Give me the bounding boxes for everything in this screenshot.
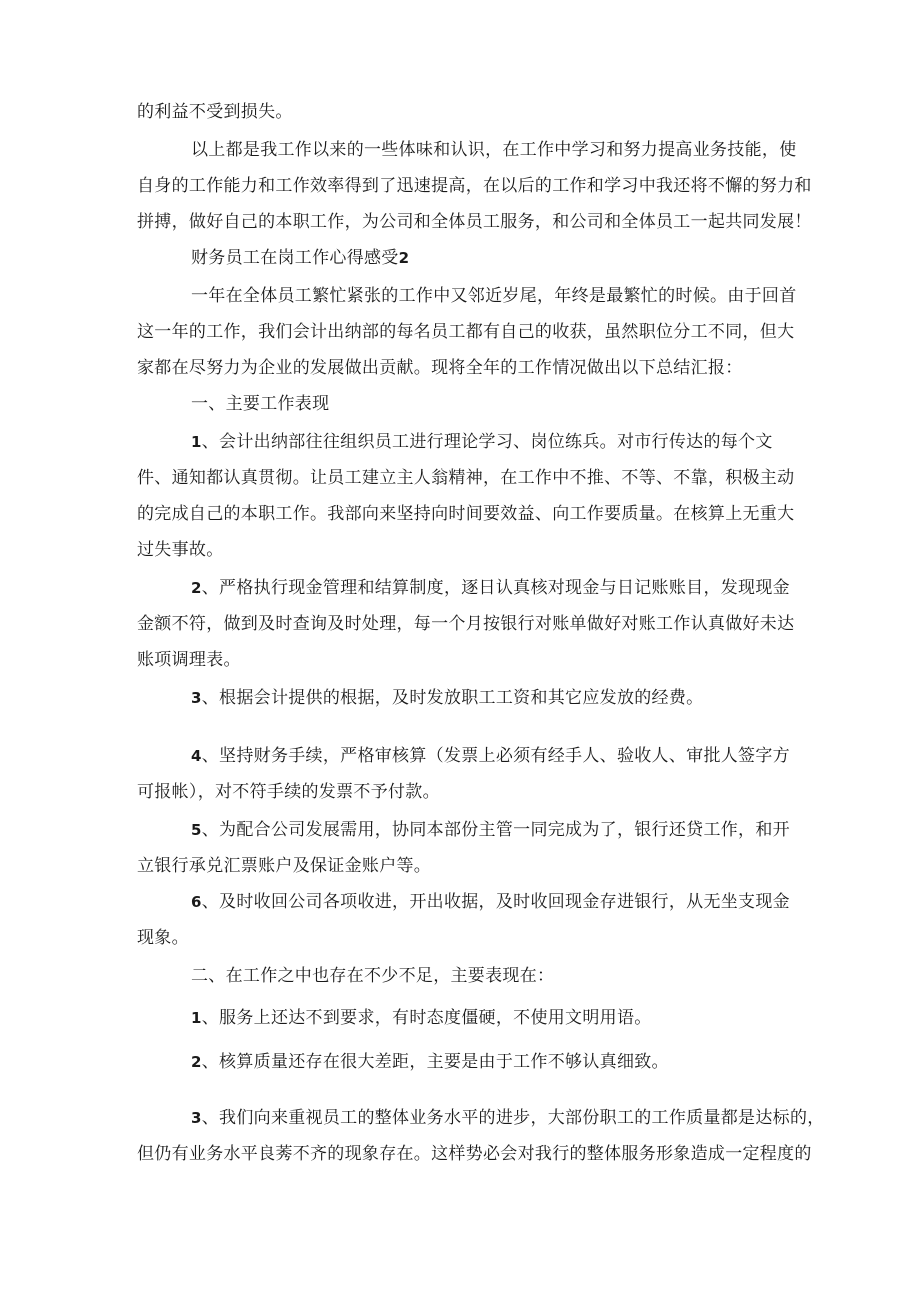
list-item	[191, 1007, 652, 1029]
item-number: 1	[191, 433, 202, 451]
list-item	[191, 431, 773, 453]
item-number: 5	[191, 821, 202, 839]
section-title: 二、在工作之中也存在不少不足，主要表现在：	[191, 966, 555, 986]
item-number: 2	[191, 579, 202, 597]
text-line: 过失事故。	[137, 540, 224, 560]
text-line: 可报帐），对不符手续的发票不予付款。	[137, 782, 440, 802]
item-text: 、根据会计提供的根据，及时发放职工工资和其它应发放的经费。	[201, 688, 704, 708]
text-line: 的利益不受到损失。	[137, 102, 293, 122]
item-text: 、核算质量还存在很大差距，主要是由于工作不够认真细致。	[201, 1052, 669, 1072]
item-number: 3	[191, 1109, 202, 1127]
item-text: 、我们向来重视员工的整体业务水平的进步，大部份职工的工作质量都是达标的，	[201, 1108, 825, 1128]
item-number: 1	[191, 1009, 202, 1027]
text-line: 立银行承兑汇票账户及保证金账户等。	[137, 856, 432, 876]
item-text: 、及时收回公司各项收进，开出收据，及时收回现金存进银行，从无坐支现金	[201, 892, 790, 912]
text-line: 账项调理表。	[137, 650, 241, 670]
item-number: 3	[191, 689, 202, 707]
list-item	[191, 687, 703, 709]
list-item	[191, 1107, 825, 1129]
section-heading	[191, 247, 409, 269]
section-title: 一、主要工作表现	[191, 394, 330, 414]
list-item	[191, 745, 790, 767]
list-item	[191, 891, 790, 913]
text-line: 的完成自己的本职工作。我部向来坚持向时间要效益、向工作要质量。在核算上无重大	[137, 504, 795, 524]
text-line: 现象。	[137, 928, 189, 948]
item-text: 、坚持财务手续，严格审核算（发票上必须有经手人、验收人、审批人签字方	[201, 746, 790, 766]
item-number: 6	[191, 893, 202, 911]
list-item	[191, 1051, 669, 1073]
text-line: 件、通知都认真贯彻。让员工建立主人翁精神，在工作中不推、不等、不靠，积极主动	[137, 468, 795, 488]
text-line: 这一年的工作，我们会计出纳部的每名员工都有自己的收获，虽然职位分工不同，但大	[137, 322, 795, 342]
item-number: 2	[191, 1053, 202, 1071]
item-text: 、会计出纳部往往组织员工进行理论学习、岗位练兵。对市行传达的每个文	[201, 432, 773, 452]
text-line: 自身的工作能力和工作效率得到了迅速提高，在以后的工作和学习中我还将不懈的努力和	[137, 176, 812, 196]
list-item	[191, 819, 790, 841]
text-line: 金额不符，做到及时查询及时处理，每一个月按银行对账单做好对账工作认真做好未达	[137, 614, 795, 634]
heading-text: 财务员工在岗工作心得感受	[191, 248, 399, 268]
item-text: 、服务上还达不到要求，有时态度僵硬，不使用文明用语。	[201, 1008, 652, 1028]
item-number: 4	[191, 747, 202, 765]
text-line: 家都在尽努力为企业的发展做出贡献。现将全年的工作情况做出以下总结汇报：	[137, 358, 743, 378]
list-item	[191, 577, 790, 599]
heading-number: 2	[398, 249, 410, 267]
item-text: 、严格执行现金管理和结算制度，逐日认真核对现金与日记账账目，发现现金	[201, 578, 790, 598]
text-line: 以上都是我工作以来的一些体味和认识，在工作中学习和努力提高业务技能，使	[191, 140, 797, 160]
text-line: 但仍有业务水平良莠不齐的现象存在。这样势必会对我行的整体服务形象造成一定程度的	[137, 1144, 812, 1164]
item-text: 、为配合公司发展需用，协同本部份主管一同完成为了，银行还贷工作，和开	[201, 820, 790, 840]
text-line: 拼搏，做好自己的本职工作，为公司和全体员工服务，和公司和全体员工一起共同发展！	[137, 212, 812, 232]
text-line: 一年在全体员工繁忙紧张的工作中又邻近岁尾，年终是最繁忙的时候。由于回首	[191, 286, 797, 306]
